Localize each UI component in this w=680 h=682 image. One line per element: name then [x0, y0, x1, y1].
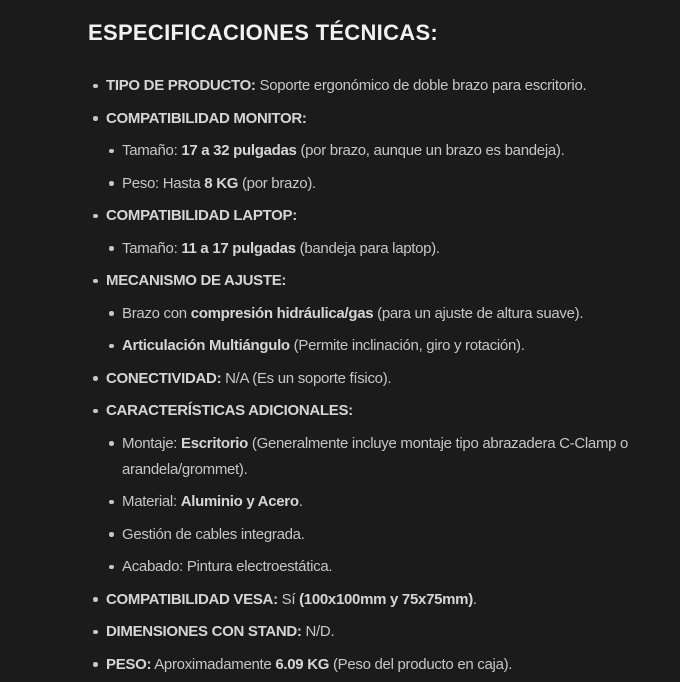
spec-text: . — [472, 590, 477, 608]
spec-text: N/D. — [301, 623, 335, 641]
spec-text: (por brazo). — [238, 174, 316, 192]
spec-text-bold: MECANISMO DE AJUSTE: — [106, 272, 287, 290]
spec-text-bold: TIPO DE PRODUCTO: — [106, 77, 256, 95]
spec-text: (Peso del producto en caja). — [329, 655, 513, 673]
spec-text: Sí — [277, 590, 300, 608]
spec-item — [106, 203, 646, 262]
spec-text-bold: COMPATIBILIDAD VESA: — [106, 590, 278, 608]
spec-item — [106, 398, 646, 580]
spec-text-bold: COMPATIBILIDAD MONITOR: — [106, 109, 307, 127]
spec-text: (para un ajuste de altura suave). — [373, 304, 584, 322]
spec-item — [106, 619, 646, 645]
spec-text-bold: 17 a 32 pulgadas — [181, 142, 297, 160]
spec-text: (por brazo, aunque un brazo es bandeja). — [296, 142, 565, 160]
spec-sublist — [106, 301, 646, 360]
spec-sublist — [106, 138, 646, 197]
spec-text-bold: (100x100mm y 75x75mm) — [299, 590, 473, 608]
spec-text: Tamaño: — [122, 142, 182, 160]
spec-subitem — [122, 431, 646, 483]
spec-text: (Permite inclinación, giro y rotación). — [289, 337, 525, 355]
spec-text: Aproximadamente — [151, 655, 276, 673]
spec-text-bold: Articulación Multiángulo — [122, 337, 290, 355]
spec-text: Acabado: Pintura electroestática. — [122, 558, 333, 576]
spec-text-bold: CONECTIVIDAD: — [106, 369, 222, 387]
spec-item — [106, 587, 646, 613]
spec-text: Material: — [122, 493, 181, 511]
spec-text-bold: compresión hidráulica/gas — [190, 304, 374, 322]
spec-subitem — [122, 171, 646, 197]
spec-subitem — [122, 554, 646, 580]
specs-list — [88, 73, 646, 678]
spec-text-bold: 8 KG — [204, 174, 239, 192]
spec-subitem — [122, 522, 646, 548]
spec-text-bold: Aluminio y Acero — [180, 493, 299, 511]
spec-subitem — [122, 489, 646, 515]
spec-sublist — [106, 431, 646, 581]
spec-text-bold: PESO: — [106, 655, 152, 673]
spec-item — [106, 268, 646, 359]
spec-text: (Generalmente incluye montaje tipo abrazadera C-Clamp o arandela/grommet). — [122, 434, 629, 478]
spec-item — [106, 73, 646, 99]
spec-sublist — [106, 236, 646, 262]
spec-text: Soporte ergonómico de doble brazo para escritorio. — [255, 77, 587, 95]
spec-text: Peso: Hasta — [122, 174, 205, 192]
spec-text-bold: CARACTERÍSTICAS ADICIONALES: — [106, 402, 353, 420]
spec-text: N/A (Es un soporte físico). — [221, 369, 392, 387]
spec-subitem — [122, 333, 646, 359]
spec-text: . — [298, 493, 303, 511]
spec-text: Gestión de cables integrada. — [122, 525, 305, 543]
spec-item — [106, 366, 646, 392]
page-title: ESPECIFICACIONES TÉCNICAS: — [88, 20, 439, 45]
spec-text-bold: COMPATIBILIDAD LAPTOP: — [106, 207, 297, 225]
spec-item — [106, 106, 646, 197]
spec-text-bold: 6.09 KG — [275, 655, 330, 673]
spec-text: (bandeja para laptop). — [295, 239, 440, 257]
spec-text: Montaje: — [122, 434, 181, 452]
spec-text-bold: DIMENSIONES CON STAND: — [106, 623, 302, 641]
spec-subitem — [122, 301, 646, 327]
spec-item — [106, 652, 646, 678]
spec-text-bold: Escritorio — [181, 434, 249, 452]
spec-subitem — [122, 236, 646, 262]
spec-text: Brazo con — [122, 304, 191, 322]
spec-text-bold: 11 a 17 pulgadas — [181, 239, 296, 257]
spec-text: Tamaño: — [122, 239, 182, 257]
spec-subitem — [122, 138, 646, 164]
